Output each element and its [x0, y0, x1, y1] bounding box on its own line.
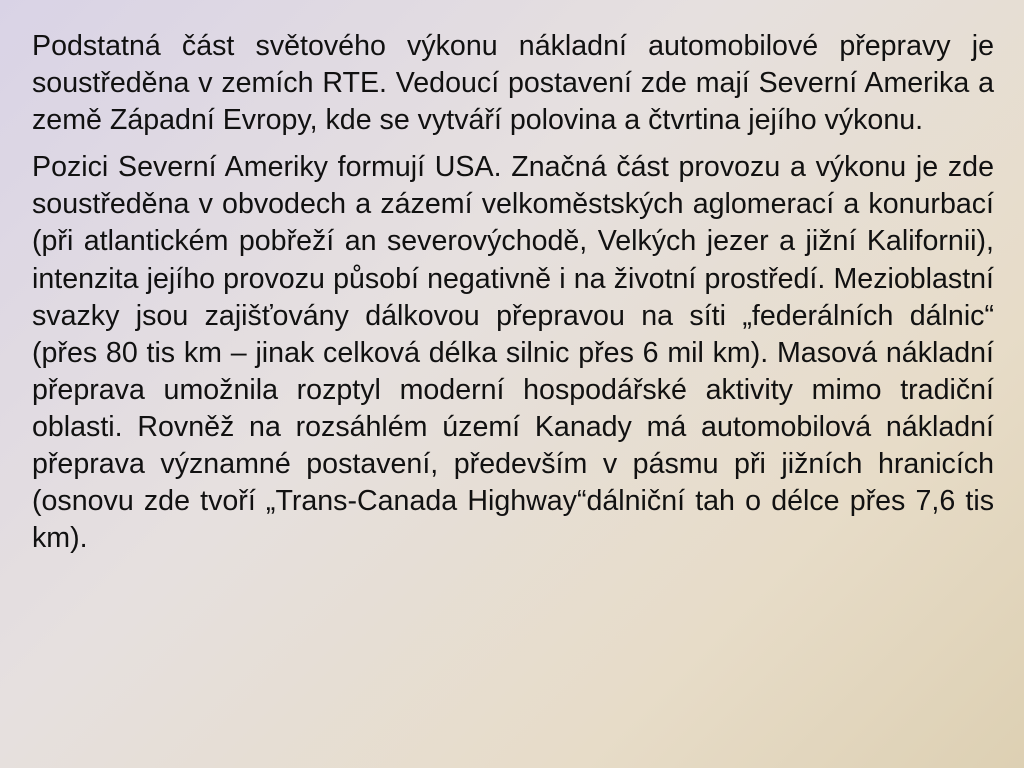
slide-text-body	[32, 28, 994, 557]
paragraph-north-america: Pozici Severní Ameriky formují USA. Značná část provozu a výkonu je zde soustředěna v obvodech a zázemí velkoměstských aglomerací a konurbací (při atlantickém pobřeží an severovýchodě, Velkých jezer a jižní Kalifornii), intenzita jejího provozu působí negativně i na životní prostředí. Mezioblastní svazky jsou zajišťovány dálkovou přepravou na síti „federálních dálnic“ (přes 80 tis km – jinak celková délka silnic přes 6 mil km). Masová nákladní přeprava umožnila rozptyl moderní hospodářské aktivity mimo tradiční oblasti. Rovněž na rozsáhlém území Kanady má automobilová nákladní přeprava významné postavení, především v pásmu při jižních hranicích (osnovu zde tvoří „Trans-Canada Highway“dálniční tah o délce přes 7,6 tis km).	[32, 151, 994, 555]
paragraph-truck-transport-overview: Podstatná část světového výkonu nákladní automobilové přepravy je soustředěna v zemích RTE. Vedoucí postavení zde mají Severní Amerika a země Západní Evropy, kde se vytváří polovina a čtvrtina jejího výkonu.	[32, 30, 994, 137]
